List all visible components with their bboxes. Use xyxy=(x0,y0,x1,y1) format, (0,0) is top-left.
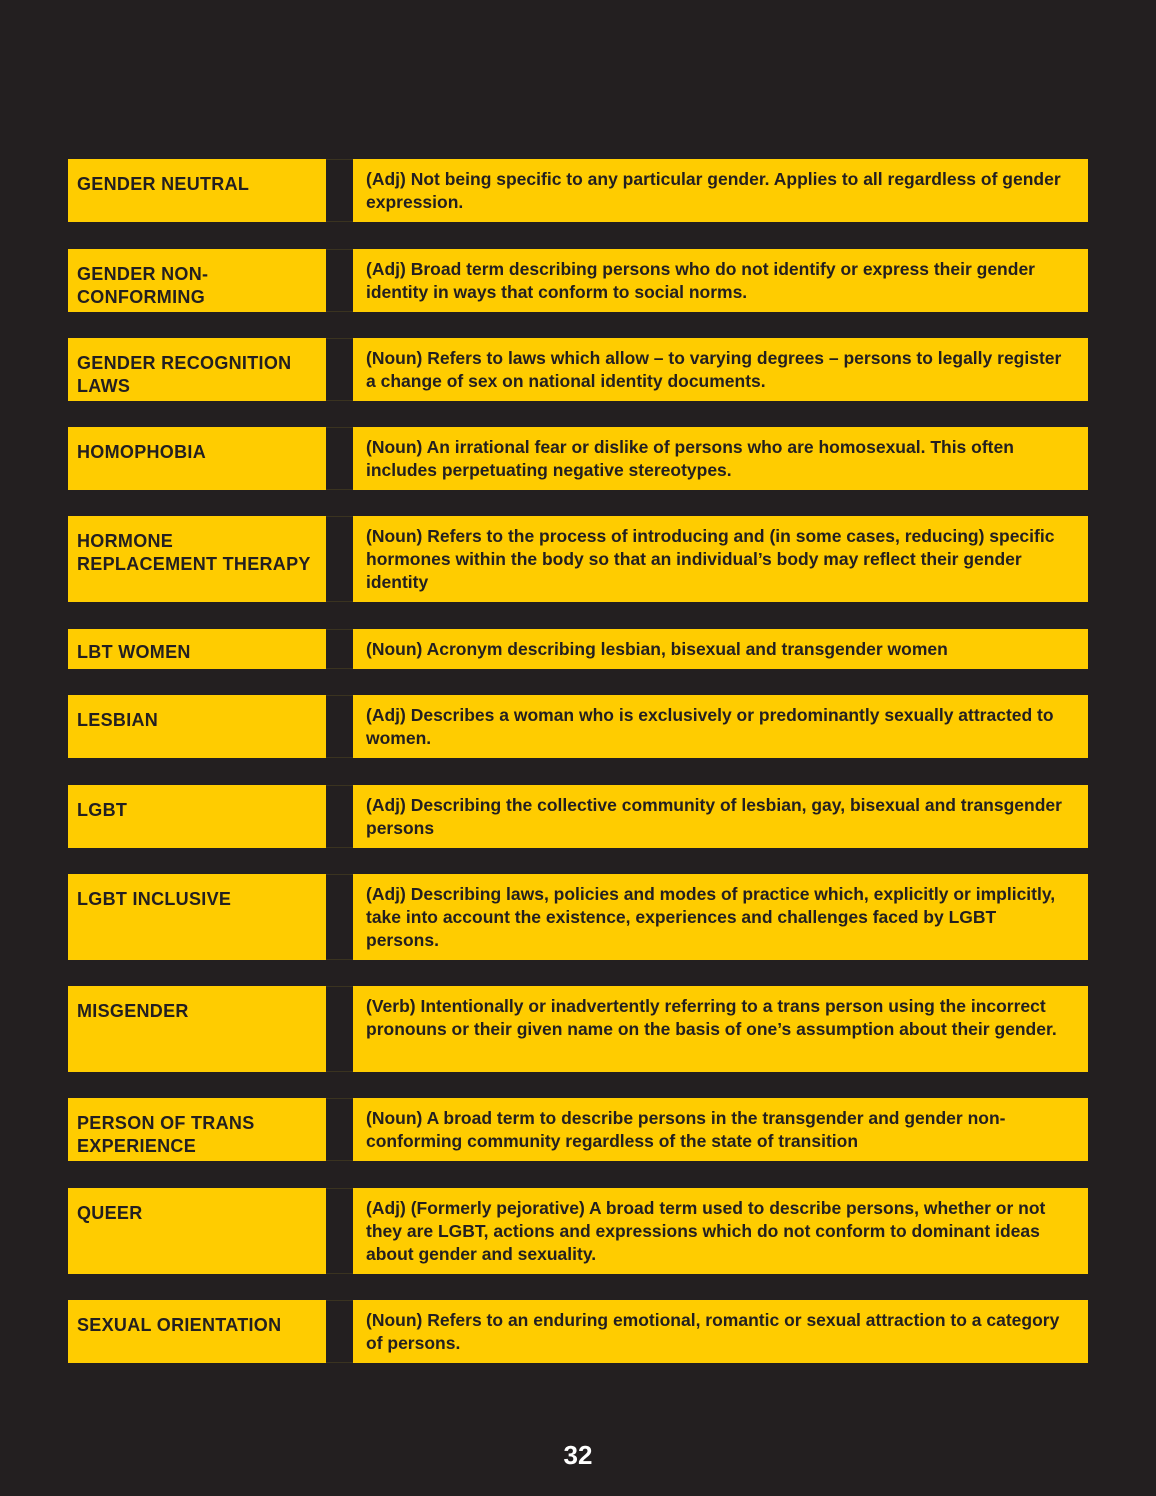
term-cell: HOMOPHOBIA xyxy=(68,427,326,490)
term-cell: HORMONE REPLACEMENT THERAPY xyxy=(68,516,326,602)
glossary-row xyxy=(68,1188,1088,1274)
glossary-row xyxy=(68,986,1088,1072)
cell-divider xyxy=(326,338,353,401)
cell-divider xyxy=(326,159,353,222)
definition-cell: (Adj) Describing the collective community of lesbian, gay, bisexual and transgender persons xyxy=(353,785,1088,848)
cell-divider xyxy=(326,695,353,758)
cell-divider xyxy=(326,249,353,312)
glossary-row xyxy=(68,516,1088,602)
term-cell: MISGENDER xyxy=(68,986,326,1072)
definition-cell: (Noun) Refers to the process of introducing and (in some cases, reducing) specific hormones within the body so that an individual’s body may reflect their gender identity xyxy=(353,516,1088,602)
glossary-row xyxy=(68,874,1088,960)
definition-cell: (Noun) Refers to laws which allow – to varying degrees – persons to legally register a change of sex on national identity documents. xyxy=(353,338,1088,401)
cell-divider xyxy=(326,986,353,1072)
cell-divider xyxy=(326,1188,353,1274)
definition-cell: (Adj) Describing laws, policies and modes of practice which, explicitly or implicitly, take into account the existence, experiences and challenges faced by LGBT persons. xyxy=(353,874,1088,960)
definition-cell: (Adj) Not being specific to any particular gender. Applies to all regardless of gender expression. xyxy=(353,159,1088,222)
glossary-row xyxy=(68,159,1088,222)
glossary-row xyxy=(68,785,1088,848)
definition-cell: (Noun) Acronym describing lesbian, bisexual and transgender women xyxy=(353,629,1088,669)
glossary-row xyxy=(68,1300,1088,1363)
definition-cell: (Noun) An irrational fear or dislike of persons who are homosexual. This often includes perpetuating negative stereotypes. xyxy=(353,427,1088,490)
glossary-row xyxy=(68,249,1088,312)
definition-cell: (Noun) A broad term to describe persons in the transgender and gender non-conforming community regardless of the state of transition xyxy=(353,1098,1088,1161)
term-cell: LBT WOMEN xyxy=(68,629,326,669)
glossary-row xyxy=(68,427,1088,490)
cell-divider xyxy=(326,1300,353,1363)
glossary-row xyxy=(68,1098,1088,1161)
glossary-row xyxy=(68,338,1088,401)
glossary-row xyxy=(68,629,1088,669)
cell-divider xyxy=(326,427,353,490)
term-cell: LGBT INCLUSIVE xyxy=(68,874,326,960)
glossary-row xyxy=(68,695,1088,758)
definition-cell: (Adj) Describes a woman who is exclusively or predominantly sexually attracted to women. xyxy=(353,695,1088,758)
definition-cell: (Adj) Broad term describing persons who do not identify or express their gender identity in ways that conform to social norms. xyxy=(353,249,1088,312)
term-cell: LESBIAN xyxy=(68,695,326,758)
term-cell: QUEER xyxy=(68,1188,326,1274)
definition-cell: (Verb) Intentionally or inadvertently referring to a trans person using the incorrect pronouns or their given name on the basis of one’s assumption about their gender. xyxy=(353,986,1088,1072)
cell-divider xyxy=(326,1098,353,1161)
cell-divider xyxy=(326,874,353,960)
cell-divider xyxy=(326,516,353,602)
term-cell: GENDER NEUTRAL xyxy=(68,159,326,222)
cell-divider xyxy=(326,785,353,848)
term-cell: GENDER NON-CONFORMING xyxy=(68,249,326,312)
term-cell: LGBT xyxy=(68,785,326,848)
term-cell: SEXUAL ORIENTATION xyxy=(68,1300,326,1363)
term-cell: PERSON OF TRANS EXPERIENCE xyxy=(68,1098,326,1161)
definition-cell: (Adj) (Formerly pejorative) A broad term used to describe persons, whether or not they are LGBT, actions and expressions which do not conform to dominant ideas about gender and sexuality. xyxy=(353,1188,1088,1274)
definition-cell: (Noun) Refers to an enduring emotional, romantic or sexual attraction to a category of persons. xyxy=(353,1300,1088,1363)
page-number: 32 xyxy=(563,1440,593,1470)
term-cell: GENDER RECOGNITION LAWS xyxy=(68,338,326,401)
cell-divider xyxy=(326,629,353,669)
